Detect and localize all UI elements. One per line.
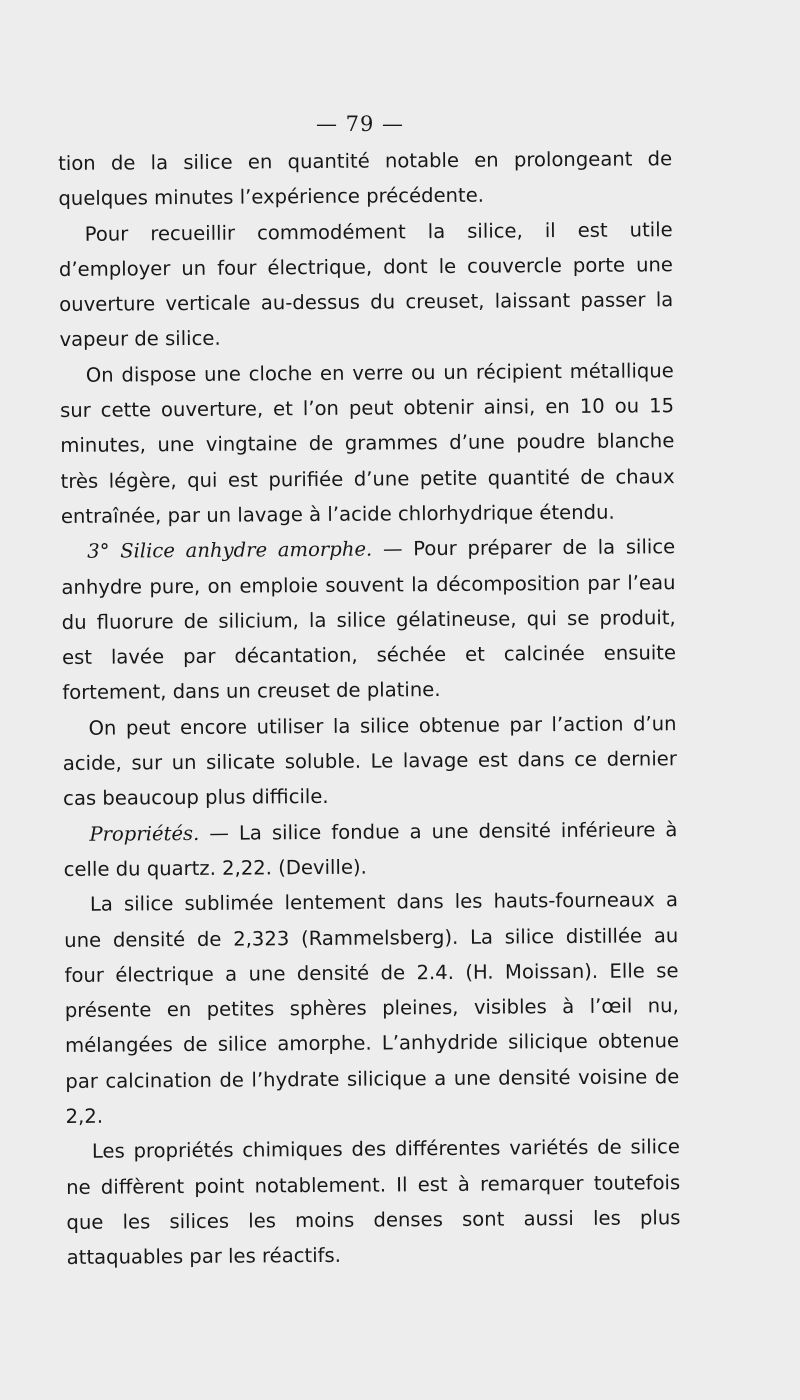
paragraph-3: On dispose une cloche en verre ou un récipient métallique sur cette ouverture, et l’on peut obtenir ainsi, en 10 ou 15 minutes, une vingtaine de grammes d’une poudre blanche très légère, qui est purifiée d’une petite quantité de chaux entraînée, par un lavage à l’acide chlorhydrique étendu. — [59, 358, 675, 528]
paragraph-5: On peut encore utiliser la silice obtenue par l’action d’un acide, sur un silicate soluble. Le lavage est dans ce dernier cas beaucoup plus difficile. — [62, 711, 677, 811]
paragraph-6-text: — La silice fondue a une densité inférieure à celle du quartz. 2,22. (Deville). — [63, 817, 678, 881]
body-text — [58, 141, 681, 1275]
section-heading-proprietes: Propriétés. — [89, 821, 200, 846]
paragraph-2: Pour recueillir commodément la silice, il est utile d’employer un four électrique, dont le couvercle porte une ouverture verticale au-dessus du creuset, laissant passer la vapeur de silice. — [58, 217, 674, 352]
paragraph-8: Les propriétés chimiques des différentes variétés de silice ne diffèrent point notablement. Il est à remarquer toutefois que les silices les moins denses sont aussi les plus attaquables par les réactifs. — [66, 1135, 681, 1270]
page-number: — 79 — — [315, 112, 405, 136]
paragraph-1: tion de la silice en quantité notable en prolongeant de quelques minutes l’expérience précédente. — [58, 147, 673, 211]
section-heading-silice-anhydre: 3° Silice anhydre amorphe. — [87, 537, 373, 564]
paragraph-4 — [61, 529, 676, 710]
paragraph-6 — [63, 812, 678, 887]
paragraph-7: La silice sublimée lentement dans les hauts-fourneaux a une densité de 2,323 (Rammelsberg). La silice distillée au four électrique a une densité de 2.4. (H. Moissan). Elle se présente en petites sphères pleines, visibles à l’œil nu, mélangées de silice amorphe. L’anhydride silicique obtenue par calcination de l’hydrate silicique a une densité voisine de 2,2. — [64, 888, 680, 1128]
paragraph-4-text: — Pour préparer de la silice anhydre pure, on emploie souvent la décomposition par l’eau du fluorure de silicium, la silice gélatineuse, qui se produit, est lavée par décantation, séchée et calcinée ensuite fortement, dans un creuset de platine. — [61, 535, 677, 705]
